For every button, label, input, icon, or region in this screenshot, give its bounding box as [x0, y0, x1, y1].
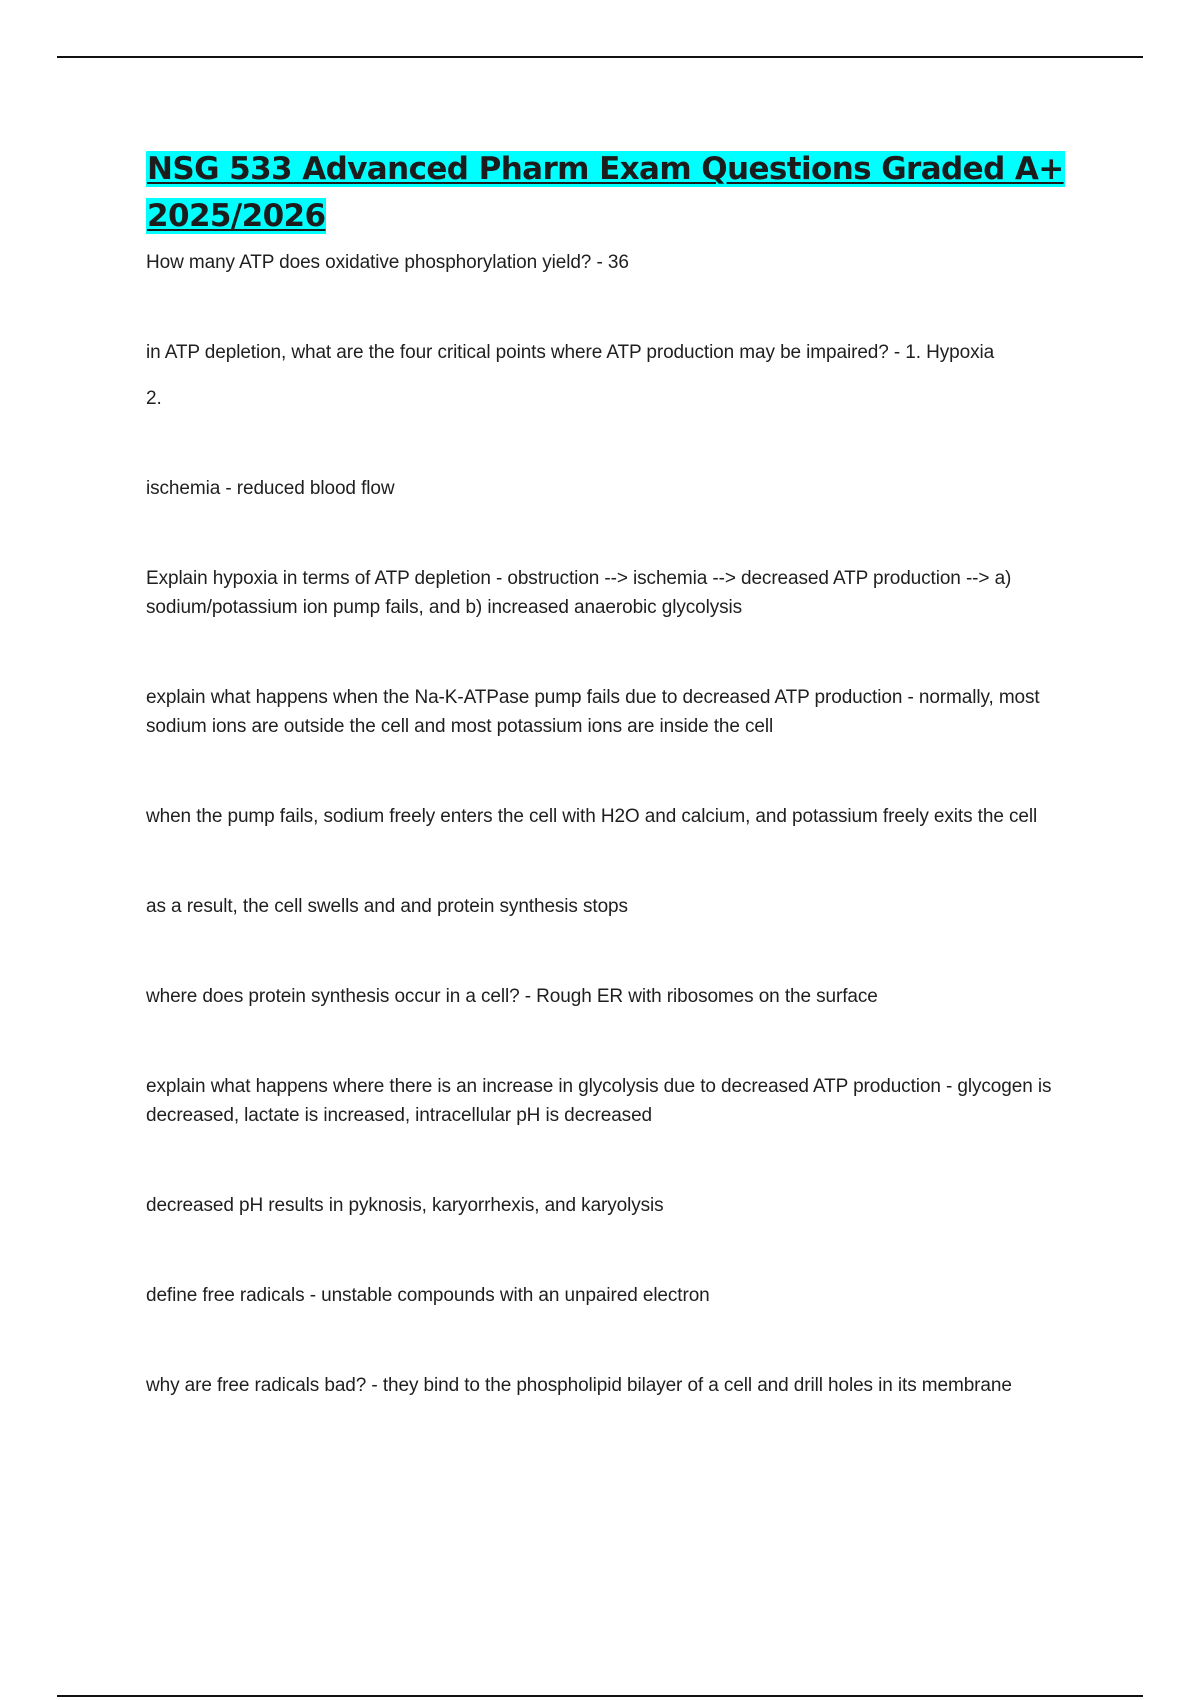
qa-entry-12: define free radicals - unstable compounds with an unpaired electron	[146, 1285, 710, 1306]
qa-entry-6: explain what happens when the Na-K-ATPase pump fails due to decreased ATP production - normally, most sodium ions are outside the cell and most potassium ions are inside the cell	[146, 687, 1040, 737]
top-divider	[57, 56, 1143, 58]
qa-entry-13: why are free radicals bad? - they bind to the phospholipid bilayer of a cell and drill holes in its membrane	[146, 1375, 1012, 1396]
document-title: NSG 533 Advanced Pharm Exam Questions Graded A+ 2025/2026	[147, 151, 1064, 234]
qa-entry-9: where does protein synthesis occur in a cell? - Rough ER with ribosomes on the surface	[146, 986, 878, 1007]
qa-entry-11: decreased pH results in pyknosis, karyorrhexis, and karyolysis	[146, 1195, 664, 1216]
qa-entry-7: when the pump fails, sodium freely enters the cell with H2O and calcium, and potassium freely exits the cell	[146, 806, 1038, 827]
qa-entry-10: explain what happens where there is an increase in glycolysis due to decreased ATP production - glycogen is decreased, lactate is increased, intracellular pH is decreased	[146, 1076, 1052, 1126]
qa-entry-3: 2.	[146, 388, 162, 409]
bottom-divider	[57, 1695, 1143, 1697]
qa-entry-4: ischemia - reduced blood flow	[146, 478, 395, 499]
qa-entry-8: as a result, the cell swells and and protein synthesis stops	[146, 896, 628, 917]
document-body	[146, 146, 1096, 1400]
qa-entry-2: in ATP depletion, what are the four critical points where ATP production may be impaired? - 1. Hypoxia	[146, 342, 995, 363]
qa-entry-5: Explain hypoxia in terms of ATP depletion - obstruction --> ischemia --> decreased ATP production --> a) sodium/potassium ion pump fails, and b) increased anaerobic glycolysis	[146, 568, 1012, 618]
qa-entry-1: How many ATP does oxidative phosphorylation yield? - 36	[146, 252, 629, 273]
